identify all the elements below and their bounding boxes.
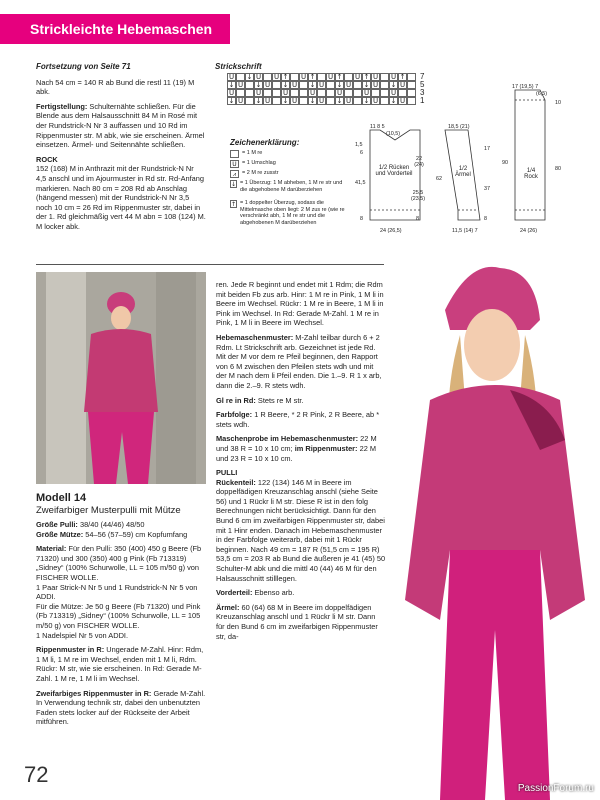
- chart-cell: ↓: [255, 81, 262, 89]
- chart-cell: U: [282, 89, 289, 97]
- chart-cell: U: [336, 89, 343, 97]
- chart-cell: U: [390, 89, 397, 97]
- chart-cell: ↓: [309, 81, 316, 89]
- continuation-text: Nach 54 cm = 140 R ab Bund die restl 11 (19) M abk.: [36, 77, 195, 97]
- chart-cell: ↓: [246, 73, 253, 81]
- pulli-top-dim2: (10,5): [386, 131, 401, 137]
- chart-cell: U: [237, 97, 244, 105]
- legend-symbol-icon: [230, 150, 239, 158]
- chart-cell: [299, 81, 308, 89]
- pulli-right-1: 22 (24): [414, 156, 424, 168]
- rock-outline: [515, 90, 548, 220]
- continuation-column: [36, 62, 206, 237]
- armel-side-1: 17: [484, 146, 490, 152]
- pulli-right-3: 8: [416, 216, 419, 222]
- model-title: Modell 14: [36, 492, 87, 504]
- section-divider: [36, 264, 384, 265]
- chart-cell: U: [291, 81, 298, 89]
- chart-cell: U: [399, 81, 406, 89]
- legend-text: = 2 M re zusstr: [242, 170, 279, 176]
- chart-row-number: 3: [420, 88, 425, 97]
- fertigstellung: Fertigstellung: Schulternähte schließen. Für die Blende aus dem Halsausschnitt 84 M in Rosé mit der Rundstrick-N Nr 3 auffassen und 10 Rd im Rippenmuster str. M abk, wie sie erscheinen. Ärmel einsetzen. Ärmel- und Seitennähte schließen.: [36, 101, 205, 150]
- strickschrift-title: Strickschrift: [215, 62, 262, 71]
- chart-cell: [272, 97, 281, 105]
- legend-item: [230, 160, 345, 168]
- rock-side-2: 90: [502, 160, 508, 166]
- model-photo-small: [36, 272, 206, 484]
- chart-cell: [317, 89, 326, 97]
- chart-cell: U: [309, 89, 316, 97]
- armel-top: 18,5 (21): [448, 124, 470, 130]
- chart-cell: [245, 89, 254, 97]
- armel-width: 11,5 (14) 7: [452, 228, 478, 234]
- chart-cell: ↑: [309, 73, 316, 81]
- chart-cell: U: [354, 73, 361, 81]
- chart-cell: U: [228, 73, 235, 81]
- chart-cell: ↓: [390, 81, 397, 89]
- rock-top2: (6,5): [536, 91, 548, 97]
- chart-cell: U: [264, 81, 271, 89]
- chart-cell: ↑: [363, 73, 370, 81]
- chart-cell: U: [264, 97, 271, 105]
- chart-cell: U: [273, 73, 280, 81]
- chart-cell: ↓: [255, 97, 262, 105]
- chart-cell: ↓: [228, 81, 235, 89]
- section-banner: Strickleichte Hebemaschen: [0, 14, 230, 44]
- legend-text: = 1 M re: [242, 150, 263, 156]
- chart-cell: U: [255, 89, 262, 97]
- legend-text: = 1 doppelter Überzug, sodass die Mittelmasche oben liegt: 2 M zus re (wie re verschränkt abh, 1 M re str und die abgehobenen M darüberziehen: [240, 200, 345, 226]
- chart-cell: U: [291, 97, 298, 105]
- chart-cell: ↓: [309, 97, 316, 105]
- chart-cell: U: [300, 73, 307, 81]
- pulli-label: 1/2 Rücken und Vorderteil: [375, 165, 413, 177]
- legend-title: Zeichenerklärung:: [230, 138, 300, 147]
- legend-item: [230, 150, 345, 158]
- chart-cell: [317, 73, 326, 81]
- pulli-side-2: 6: [360, 150, 363, 156]
- chart-cell: [263, 89, 272, 97]
- chart-cell: ↓: [363, 81, 370, 89]
- chart-cell: [299, 89, 308, 97]
- rock-heading: ROCK: [36, 154, 58, 164]
- rock-side-1: 10: [555, 100, 561, 106]
- chart-cell: [272, 81, 281, 89]
- chart-cell: ↑: [336, 73, 343, 81]
- chart-cell: ↓: [282, 97, 289, 105]
- pulli-right-2: 25,5 (23,5): [410, 190, 426, 202]
- instructions-column: ren. Jede R beginnt und endet mit 1 Rdm; die Rdm mit beiden Fb zus arb. Hinr: 1 M re in Pink, 1 M li in Beere im Wechsel. Rückr: 1 M re in Beere, 1 M li in Pink im Wechsel. In Rd: Gerade M-Zahl. 1 M re in Pink, 1 M li in Beere im Wechsel. Hebemaschenmuster: M-Zahl teilbar durch 6 + 2 Rdm. Lt Strickschrift arb. Gezeichnet ist jede Rd. Mit der M vor dem re Pfeil beginnen, den Rapport von 6 M zwischen den Pfeilen stets wdh und mit der M nach dem li Pfeil enden. Die 1.–9. R 1 x arb, dann die 2.–9. R stets wdh. Gl re in Rd: Stets re M str. Farbfolge: 1 R Beere, * 2 R Pink, 2 R Beere, ab * stets wdh. Maschenprobe im Hebemaschenmuster: 22 M und 38 R = 10 x 10 cm; im Rippenmuster: 22 M und 23 R = 10 x 10 cm. PULLI Rückenteil: 122 (134) 146 M in Beere im doppelfädigen Kreuzanschlag anschl (siehe Seite 56) und 1 Rückr li M str. Diese R ist in den folg Berechnungen nicht berücksichtigt. Dann für den Bund 6 cm im zweifarbigen Rippenmuster str, dabei mit 1 Hinr enden. Danach im Hebemaschenmuster in der Farbfolge weiterarb, dabei mit 1 Rückr beginnen. Nach 49 cm = 187 R (51,5 cm = 195 R) 53,5 cm = 203 R ab Bund die äußeren je 41 (45) 50 Schulter-M abk und die mittl 40 (44) 46 M für den Halsausschnitt stilllegen. Vorderteil: Ebenso arb. Ärmel: 60 (64) 68 M in Beere im doppelfädigen Kreuzanschlag anschl und 1 Rückr li M str. Dann für den Bund 6 cm im zweifarbigen Rippenmuster str, da-: [216, 280, 386, 641]
- watermark: PassionForum.ru: [517, 783, 594, 794]
- chart-row-number: 5: [420, 80, 425, 89]
- chart-cell: U: [345, 97, 352, 105]
- chart-cell: [326, 81, 335, 89]
- chart-cell: U: [327, 73, 334, 81]
- legend-text: = 1 Umschlag: [242, 160, 276, 166]
- legend-item: [230, 200, 345, 226]
- legend-text: = 1 Überzug: 1 M abheben, 1 M re str und die abgehobene M darüberziehen: [240, 180, 343, 193]
- chart-cell: U: [255, 73, 262, 81]
- pulli-side-1: 1,5: [355, 142, 363, 148]
- armel-side-4: 8: [484, 216, 487, 222]
- legend-item: [230, 180, 345, 193]
- chart-cell: U: [399, 97, 406, 105]
- rock-top: 17 (19,5) 7: [512, 84, 539, 90]
- pulli-width: 24 (26,5): [380, 228, 402, 234]
- pulli-side-4: 8: [360, 216, 363, 222]
- chart-cell: ↓: [363, 97, 370, 105]
- chart-cell: ↓: [336, 97, 343, 105]
- chart-cell: U: [363, 89, 370, 97]
- chart-cell: U: [390, 73, 397, 81]
- model-photo-large: [390, 250, 600, 800]
- chart-cell: U: [372, 81, 379, 89]
- continuation-heading: Fortsetzung von Seite 71: [36, 62, 131, 71]
- armel-side-3: 37: [484, 186, 490, 192]
- model-subtitle: Zweifarbiger Musterpulli mit Mütze: [36, 505, 181, 516]
- chart-cell: [245, 81, 254, 89]
- rock-label: 1/4 Rock: [524, 168, 538, 180]
- chart-cell: ↓: [336, 81, 343, 89]
- chart-cell: [290, 89, 299, 97]
- rock-width: 24 (26): [520, 228, 538, 234]
- page-number: 72: [24, 762, 49, 787]
- chart-cell: [290, 73, 299, 81]
- model-column: Modell 14 Zweifarbiger Musterpulli mit Mütze Größe Pulli: 38/40 (44/46) 48/50 Größe Mütze: 54–56 (57–59) cm Kopfumfang Material: Für den Pulli: 350 (400) 450 g Beere (Fb 71320) und 300 (350) 400 g Pink (Fb 713319) „Sidney“ (100% Schurwolle, LL = 105 m/50 g) von FISCHER WOLLE. 1 Paar Strick-N Nr 5 und 1 Rundstrick-N Nr 5 von ADDI. Für die Mütze: Je 50 g Beere (Fb 71320) und Pink (Fb 713319) „Sidney“ (100% Schurwolle, LL = 105 m/50 g) von FISCHER WOLLE. 1 Nadelspiel Nr 5 von ADDI. Rippenmuster in R: Ungerade M-Zahl. Hinr: Rdm, 1 M li, 1 M re im Wechsel, enden mit 1 M li, Rdm. Rückr: M str, wie sie erscheinen. In Rd: Gerade M-Zahl. 1 M re, 1 M li im Wechsel. Zweifarbiges Rippenmuster in R: Gerade M-Zahl. In Verwendung technik str, dabei den unbenutzten Faden stets locker auf der Rückseite der Arbeit mitführen.: [36, 492, 206, 727]
- chart-row-number: 7: [420, 72, 425, 81]
- legend-symbol-icon: U: [230, 160, 239, 168]
- rock-text: 152 (168) M in Anthrazit mit der Rundstrick-N Nr 4,5 anschl und im Ajourmuster in Rd str. Rd-Anfang markieren. Nach 80 cm = 208 Rd ab Anschlag (hängend messen) mit der Rundstrick-N Nr 3,5 noch 10 cm = 26 Rd im Rippenmuster str, dabei in der 1. Rd gleichmäßig vert 44 M abn = 108 (124) M. M locker abk.: [36, 164, 206, 231]
- chart-cell: U: [345, 81, 352, 89]
- chart-cell: U: [318, 97, 325, 105]
- chart-row-number: 1: [420, 96, 425, 105]
- chart-cell: ↑: [282, 73, 289, 81]
- chart-cell: U: [318, 81, 325, 89]
- pulli-side-3: 41,5: [355, 180, 366, 186]
- legend-symbol-icon: ↓: [231, 181, 237, 188]
- armel-label: 1/2 Ärmel: [455, 166, 471, 178]
- chart-cell: [326, 89, 335, 97]
- pulli-top-dim: 11 8 5: [370, 124, 385, 130]
- legend-symbol-icon: ⩘: [230, 170, 239, 178]
- rock-side-3: 80: [555, 166, 561, 172]
- chart-cell: ↓: [390, 97, 397, 105]
- chart-cell: [236, 73, 245, 81]
- chart-cell: ↓: [228, 97, 235, 105]
- chart-cell: [263, 73, 272, 81]
- legend-item: [230, 170, 345, 178]
- armel-side-2: 62: [436, 176, 442, 182]
- chart-cell: U: [372, 73, 379, 81]
- chart-cell: ↓: [282, 81, 289, 89]
- chart-cell: [299, 97, 308, 105]
- chart-cell: [272, 89, 281, 97]
- chart-cell: U: [372, 97, 379, 105]
- legend-symbol-icon: ↑: [231, 201, 237, 208]
- chart-cell: U: [237, 81, 244, 89]
- chart-cell: ↑: [399, 73, 406, 81]
- chart-cell: U: [228, 89, 235, 97]
- chart-cell: [245, 97, 254, 105]
- chart-cell: [326, 97, 335, 105]
- chart-cell: [236, 89, 245, 97]
